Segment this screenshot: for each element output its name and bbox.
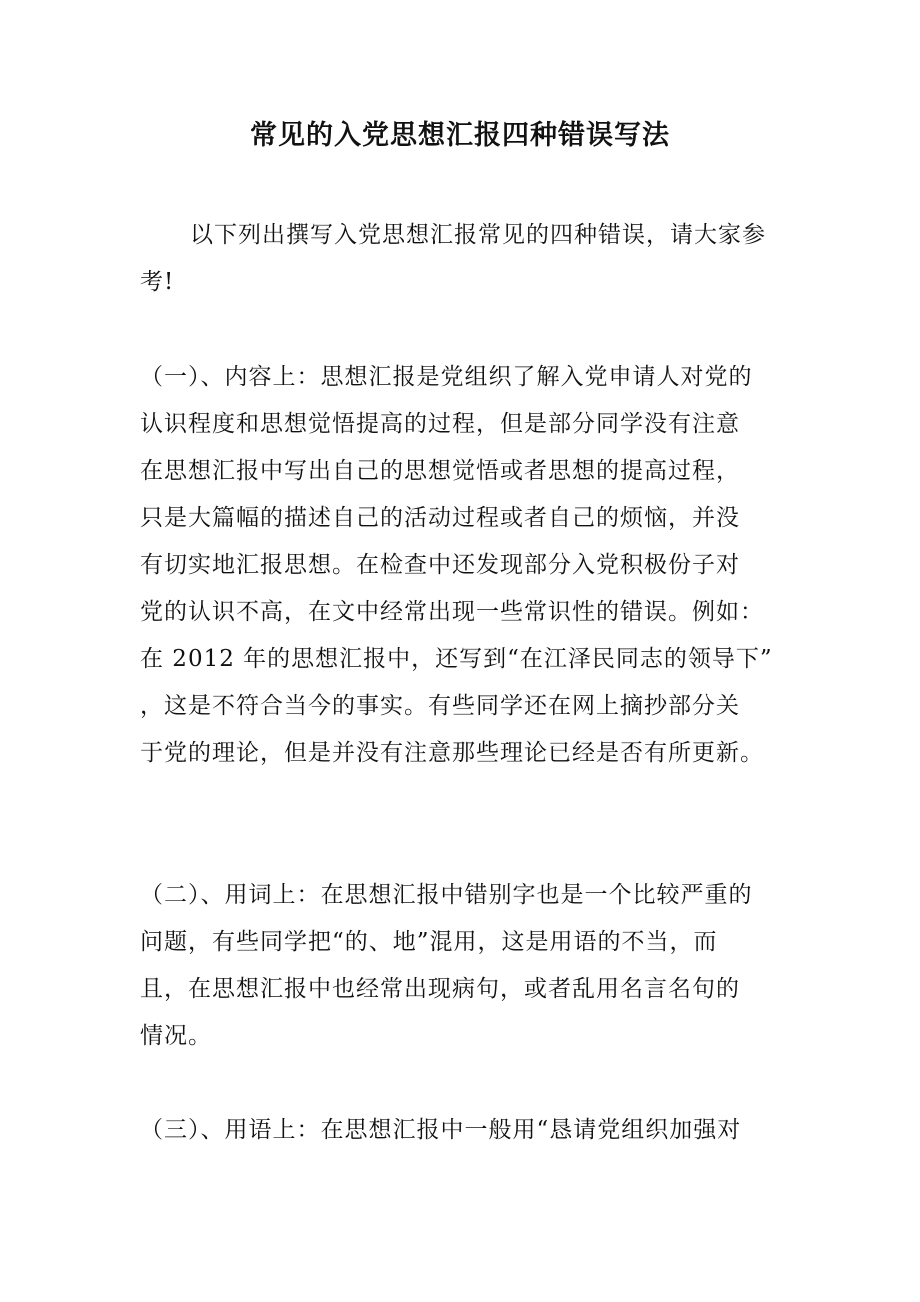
section-1-line: ，这是不符合当今的事实。有些同学还在网上摘抄部分关 bbox=[140, 693, 740, 719]
section-3-line: （三）、用语上：在思想汇报中一般用“恳请党组织加强对 bbox=[140, 1117, 742, 1143]
section-1-line: 于党的理论，但是并没有注意那些理论已经是否有所更新。 bbox=[140, 740, 764, 766]
intro-line: 考! bbox=[140, 269, 175, 295]
section-1-line: 在思想汇报中写出自己的思想觉悟或者思想的提高过程， bbox=[140, 458, 740, 484]
section-2-line: 情况。 bbox=[140, 1023, 212, 1049]
section-2-line: 且，在思想汇报中也经常出现病句，或者乱用名言名句的 bbox=[140, 976, 740, 1002]
section-1-line: 在 2012 年的思想汇报中，还写到“在江泽民同志的领导下” bbox=[140, 646, 773, 672]
section-1-line: 只是大篇幅的描述自己的活动过程或者自己的烦恼，并没 bbox=[140, 505, 740, 531]
section-1-line: 党的认识不高，在文中经常出现一些常识性的错误。例如： bbox=[140, 599, 764, 625]
section-1-line: 认识程度和思想觉悟提高的过程，但是部分同学没有注意 bbox=[140, 411, 740, 437]
intro-line: 以下列出撰写入党思想汇报常见的四种错误，请大家参 bbox=[190, 222, 766, 248]
page-title: 常见的入党思想汇报四种错误写法 bbox=[250, 120, 670, 151]
section-2-line: （二）、用词上：在思想汇报中错别字也是一个比较严重的 bbox=[140, 882, 753, 908]
section-2-line: 问题，有些同学把“的、地”混用，这是用语的不当，而 bbox=[140, 929, 718, 955]
section-1-line: 有切实地汇报思想。在检查中还发现部分入党积极份子对 bbox=[140, 552, 740, 578]
section-1-line: （一）、内容上：思想汇报是党组织了解入党申请人对党的 bbox=[140, 364, 753, 390]
